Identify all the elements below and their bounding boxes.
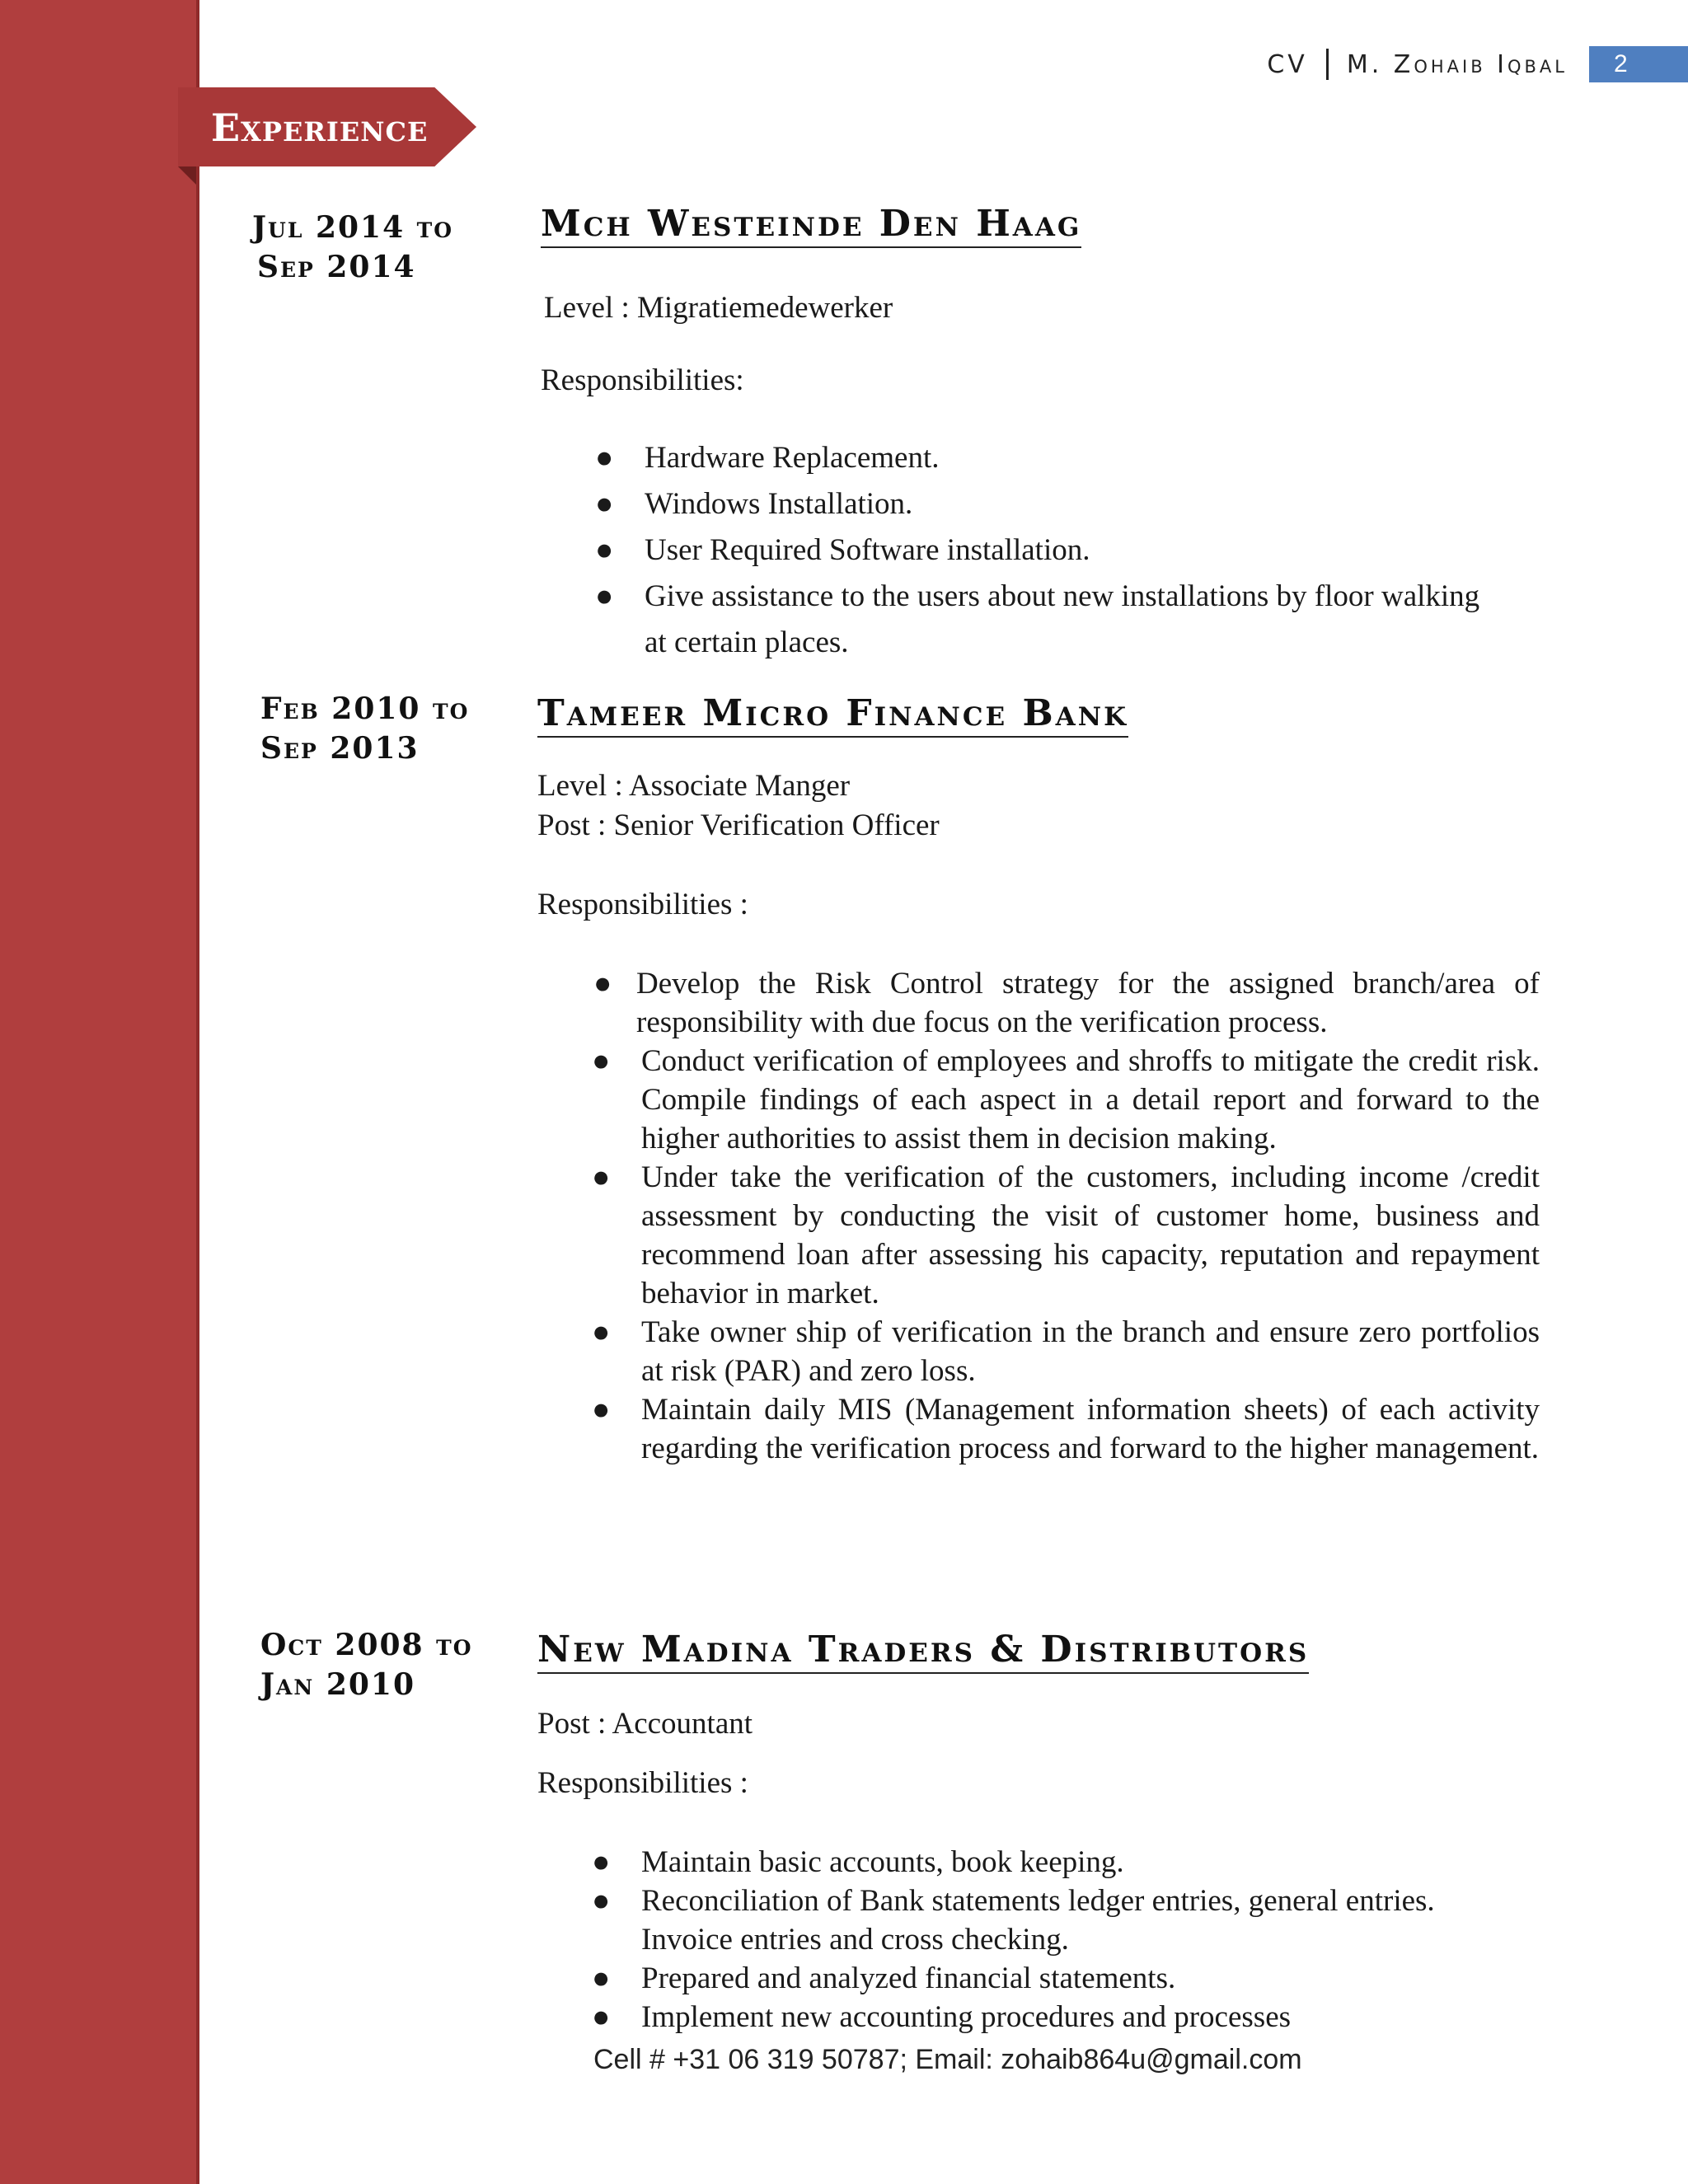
- bullet-icon: ●: [592, 1845, 611, 1879]
- bullet-icon: ●: [592, 2000, 611, 2034]
- contact-footer: Cell # +31 06 319 50787; Email: zohaib864u@gmail.com: [593, 2044, 1302, 2075]
- job-responsibilities-label: Responsibilities:: [541, 363, 744, 397]
- bullet-icon: ●: [592, 1961, 611, 1995]
- header-cv: CV: [1267, 49, 1308, 79]
- bullet-icon: ●: [592, 1160, 611, 1194]
- job-dates-end: Sep 2014: [257, 250, 416, 284]
- list-item: ● Maintain daily MIS (Management information sheets) of each activity regarding the verification process and forward to the higher management.: [636, 1390, 1540, 1468]
- job-post: Post : Senior Verification Officer: [537, 808, 940, 842]
- list-item: ● Windows Installation.: [645, 481, 1502, 527]
- job-dates-end: Sep 2013: [260, 731, 420, 766]
- job-dates: [260, 689, 469, 768]
- sidebar-band: [0, 0, 199, 2184]
- job-dates-start: Jul 2014 to: [252, 210, 454, 245]
- list-item: ● Reconciliation of Bank statements ledger entries, general entries. Invoice entries and cross checking.: [641, 1882, 1465, 1959]
- list-item: ● Implement new accounting procedures and processes: [641, 1998, 1465, 2036]
- bullet-icon: ●: [595, 441, 614, 475]
- header-name: M. Zohaib Iqbal: [1346, 49, 1568, 79]
- bullet-icon: ●: [592, 1044, 611, 1078]
- job-dates-start: Oct 2008 to: [260, 1628, 473, 1662]
- sidebar-edge: [196, 0, 199, 2184]
- list-item: ● Prepared and analyzed financial statements.: [641, 1959, 1465, 1998]
- job-dates-start: Feb 2010 to: [260, 691, 470, 726]
- list-item: ● User Required Software installation.: [645, 527, 1502, 574]
- job-responsibilities-label: Responsibilities :: [537, 888, 748, 921]
- list-item: ● Maintain basic accounts, book keeping.: [641, 1843, 1465, 1882]
- job-bullet-list: [592, 1843, 1465, 2036]
- section-ribbon: [178, 87, 476, 166]
- job-level: Level : Migratiemedewerker: [544, 291, 893, 325]
- list-item: ● Hardware Replacement.: [645, 435, 1502, 481]
- job-dates: [260, 1625, 473, 1704]
- job-company: Tameer Micro Finance Bank: [537, 692, 1128, 738]
- job-post: Post : Accountant: [537, 1707, 753, 1741]
- job-bullet-list: [592, 964, 1540, 1468]
- page-header: [1267, 45, 1688, 83]
- list-item: ● Under take the verification of the customers, including income /credit assessment by conducting the visit of customer home, business and recommend loan after assessing his capacity, reputation and repayment behavior in market.: [636, 1158, 1540, 1313]
- bullet-icon: ●: [595, 579, 614, 613]
- page-number-badge: 2: [1589, 46, 1688, 82]
- header-separator: [1326, 49, 1329, 80]
- bullet-icon: ●: [595, 487, 614, 521]
- list-item: ● Take owner ship of verification in the branch and ensure zero portfolios at risk (PAR) and zero loss.: [636, 1313, 1540, 1390]
- bullet-icon: ●: [593, 967, 612, 1001]
- job-level: Level : Associate Manger: [537, 769, 851, 803]
- bullet-icon: ●: [595, 533, 614, 567]
- job-bullet-list: [595, 435, 1502, 666]
- job-company: Mch Westeinde Den Haag: [541, 203, 1081, 248]
- job-dates-end: Jan 2010: [260, 1667, 416, 1702]
- bullet-icon: ●: [592, 1393, 611, 1427]
- list-item: ● Conduct verification of employees and shroffs to mitigate the credit risk. Compile findings of each aspect in a detail report and forward to the higher authorities to assist them in decision making.: [636, 1042, 1540, 1158]
- job-dates: [252, 208, 453, 287]
- list-item: ● Develop the Risk Control strategy for the assigned branch/area of responsibility with due focus on the verification process.: [636, 964, 1540, 1042]
- list-item: ● Give assistance to the users about new installations by floor walking at certain places.: [645, 574, 1502, 666]
- job-responsibilities-label: Responsibilities :: [537, 1766, 748, 1800]
- section-title: Experience: [211, 105, 429, 150]
- bullet-icon: ●: [592, 1315, 611, 1349]
- job-company: New Madina Traders & Distributors: [537, 1629, 1309, 1674]
- bullet-icon: ●: [592, 1884, 611, 1918]
